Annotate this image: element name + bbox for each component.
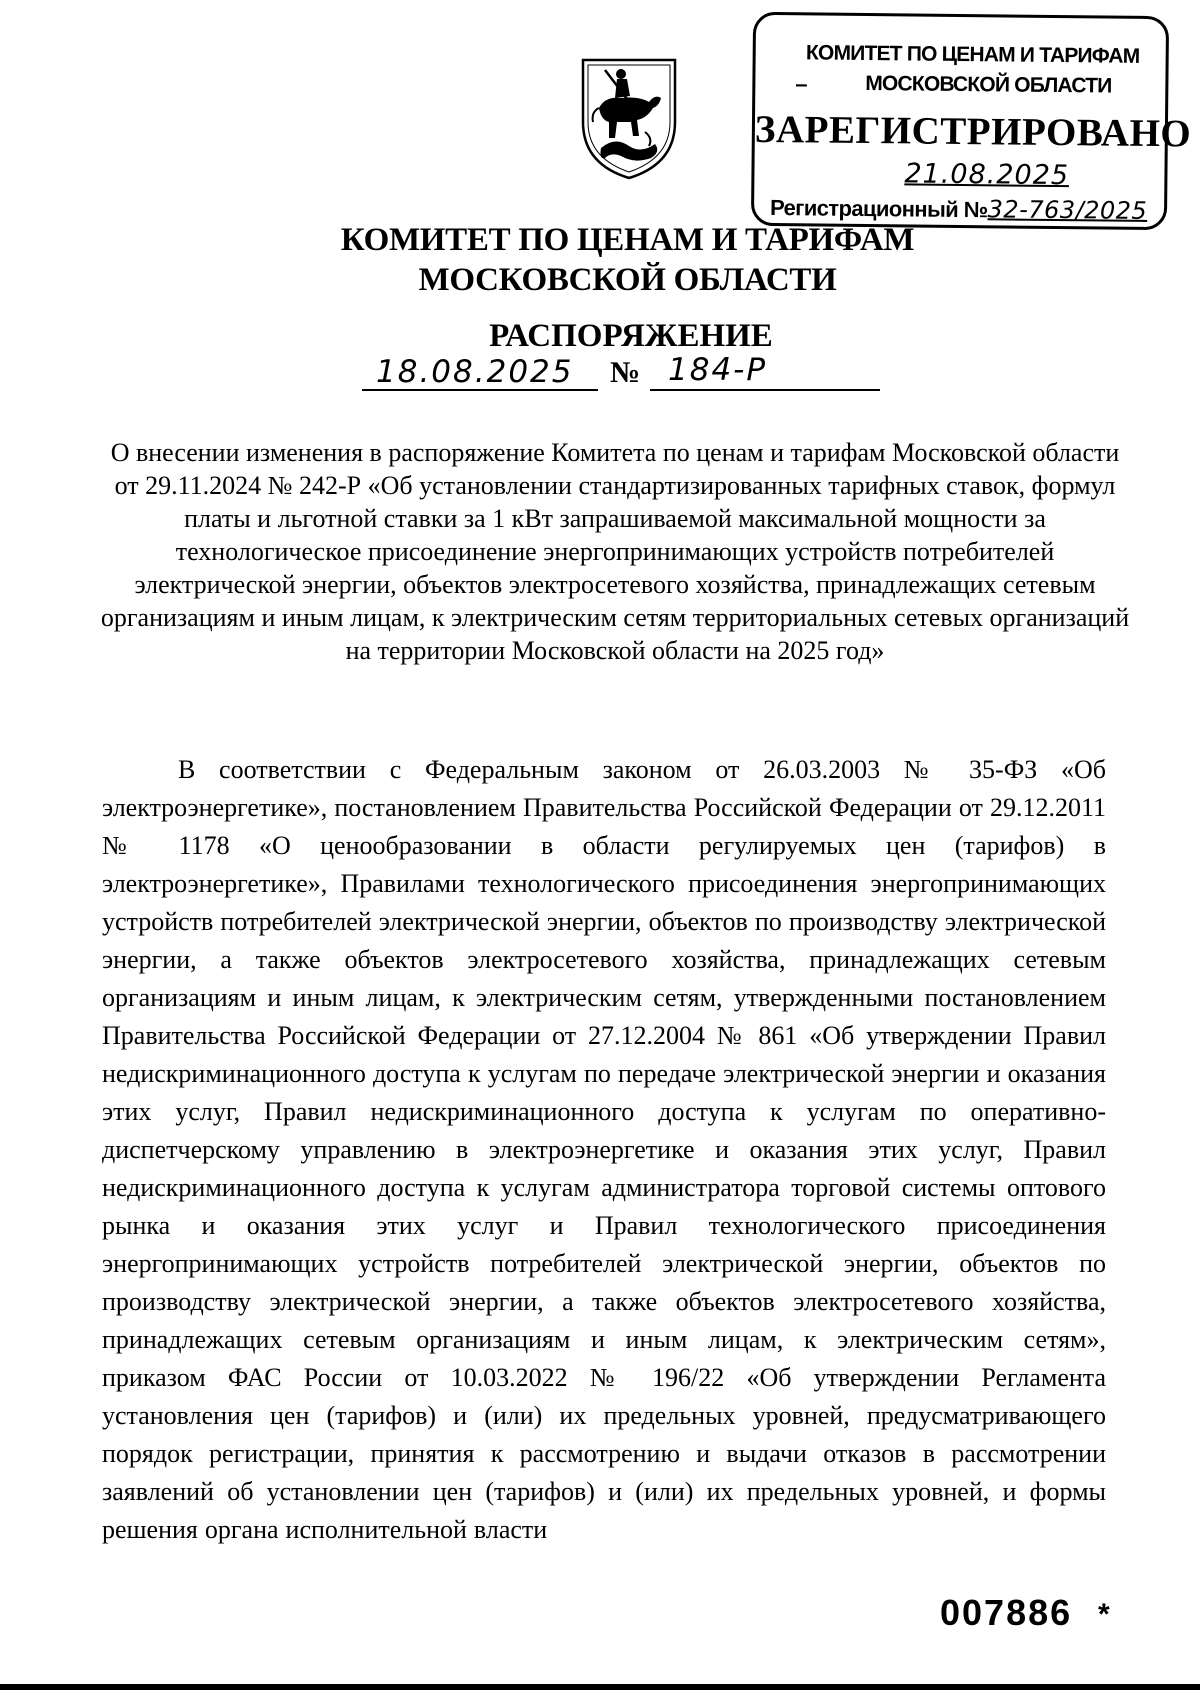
serial-mark: *	[1098, 1598, 1110, 1631]
stamp-date: 21.08.2025	[904, 158, 1070, 192]
document-number: 184-Р	[668, 352, 768, 388]
stamp-org-line2: МОСКОВСКОЙ ОБЛАСТИ	[865, 72, 1112, 98]
stamp-registration-row	[770, 193, 1147, 225]
number-underline	[650, 389, 880, 391]
org-title-line2: МОСКОВСКОЙ ОБЛАСТИ	[418, 262, 837, 298]
coat-of-arms-icon	[575, 52, 683, 182]
serial-number: 007886	[940, 1592, 1073, 1633]
stamp-dash: –	[795, 71, 808, 97]
scan-edge	[0, 1684, 1200, 1690]
org-title-line1: КОМИТЕТ ПО ЦЕНАМ И ТАРИФАМ	[340, 222, 915, 258]
stamp-org-line1: КОМИТЕТ ПО ЦЕНАМ И ТАРИФАМ	[805, 41, 1140, 68]
number-sign: №	[610, 356, 641, 389]
stamp-reg-label: Регистрационный №	[769, 195, 988, 223]
document-subject: О внесении изменения в распоряжение Комитета по ценам и тарифам Московской области от 29.11.2024 № 242-Р «Об установлении стандартизированных тарифных ставок, формул платы и льготной ставки за 1 кВт запрашиваемой максимальной мощности за технологическое присоединение энергопринимающих устройств потребителей электрической энергии, объектов электросетевого хозяйства, принадлежащих сетевым организациям и иным лицам, к электрическим сетям территориальных сетевых организаций на территории Московской области на 2025 год»	[100, 438, 1130, 665]
registration-stamp	[751, 12, 1192, 230]
stamp-status: ЗАРЕГИСТРИРОВАНО	[754, 107, 1192, 156]
date-number-row	[360, 352, 880, 394]
stamp-reg-number: 32-763/2025	[987, 195, 1148, 225]
date-underline	[362, 389, 598, 391]
document-body: В соответствии с Федеральным законом от 26.03.2003 № 35-ФЗ «Об электроэнергетике», постановлением Правительства Российской Федерации от 29.12.2011 № 1178 «О ценообразовании в области регулируемых цен (тарифов) в электроэнергетике», Правилами технологического присоединения энергопринимающих устройств потребителей электрической энергии, объектов по производству электрической энергии, а также объектов электросетевого хозяйства, принадлежащих сетевым организациям и иным лицам, к электрическим сетям, утвержденными постановлением Правительства Российской Федерации от 27.12.2004 № 861 «Об утверждении Правил недискриминационного доступа к услугам по передаче электрической энергии и оказания этих услуг, Правил недискриминационного доступа к услугам по оперативно-диспетчерскому управлению в электроэнергетике и оказания этих услуг, Правил недискриминационного доступа к услугам администратора торговой системы оптового рынка и оказания этих услуг и Правил технологического присоединения энергопринимающих устройств потребителей электрической энергии, объектов по производству электрической энергии, а также объектов электросетевого хозяйства, принадлежащих сетевым организациям и иным лицам, к электрическим сетям», приказом ФАС России от 10.03.2022 № 196/22 «Об утверждении Регламента установления цен (тарифов) и (или) их предельных уровней, предусматривающего порядок регистрации, принятия к рассмотрению и выдачи отказов в рассмотрении заявлений об установлении цен (тарифов) и (или) их предельных уровней, и формы решения органа исполнительной власти	[102, 755, 1106, 1544]
document-date: 18.08.2025	[376, 354, 574, 390]
document-type: РАСПОРЯЖЕНИЕ	[489, 318, 773, 354]
